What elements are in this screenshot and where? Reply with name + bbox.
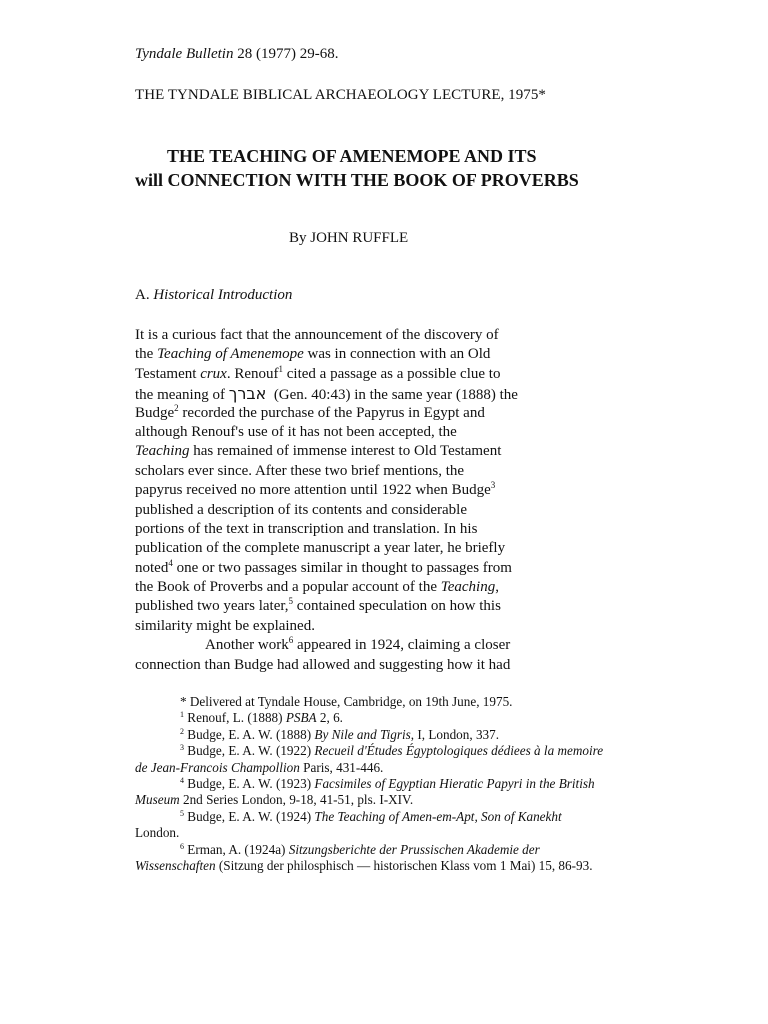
footnote-number: 1 (180, 710, 184, 720)
footnote-text: Renouf, L. (1888) (184, 710, 286, 726)
body-text: cited a passage as a possible clue to (283, 365, 501, 382)
footnote-italic: PSBA (285, 710, 317, 726)
body-line (135, 345, 575, 364)
body-text: has remained of immense interest to Old Testament (189, 443, 502, 460)
section-letter: A. (135, 287, 154, 303)
footnote-ref: 1 (278, 363, 284, 374)
body-text: was in connection with an Old (303, 346, 491, 363)
footnote-number: 3 (180, 743, 184, 753)
body-text: the meaning of (135, 387, 229, 404)
footnotes (135, 694, 635, 874)
footnote-ref: 2 (174, 402, 179, 413)
footnote-italic: Museum (135, 792, 180, 808)
body-line (135, 636, 575, 655)
footnote (135, 727, 635, 743)
footnote-text: , I, London, 337. (410, 726, 500, 742)
footnote (135, 842, 635, 858)
footnote (135, 694, 635, 710)
body-paragraphs (135, 326, 575, 675)
body-text: published a description of its contents and considerable (135, 501, 467, 518)
italic-text: Teaching (440, 579, 496, 596)
citation-details: 28 (1977) 29-68. (233, 46, 339, 62)
body-text: portions of the text in transcription and translation. In his (135, 520, 478, 537)
body-text: appeared in 1924, claiming a closer (293, 637, 511, 654)
body-text: Another work (205, 637, 289, 654)
body-text: It is a curious fact that the announcement of the discovery of (135, 327, 499, 343)
italic-text: crux (200, 365, 227, 382)
article-title-line-1: THE TEACHING OF AMENEMOPE AND ITS (167, 146, 537, 166)
body-text: Testament (135, 365, 201, 382)
body-line (135, 656, 575, 675)
body-text: one or two passages similar in thought to passages from (172, 559, 512, 576)
footnote-continuation (135, 760, 635, 776)
italic-text: Teaching (135, 443, 190, 460)
body-line (135, 539, 575, 558)
body-line (135, 326, 575, 345)
author-byline: By JOHN RUFFLE (289, 230, 409, 246)
footnote-italic: Facsimiles of Egyptian Hieratic Papyri in the British (314, 775, 595, 791)
body-text: . Renouf (226, 365, 279, 382)
body-line (135, 365, 575, 384)
footnote-number: 2 (180, 726, 184, 736)
body-text: similarity might be explained. (135, 617, 315, 634)
footnote-continuation (135, 858, 635, 874)
footnote-ref: 6 (288, 635, 294, 646)
journal-citation (135, 46, 338, 63)
body-text: noted (135, 559, 169, 576)
body-text: the (135, 346, 158, 363)
body-line (135, 384, 575, 403)
section-title: Historical Introduction (153, 287, 293, 303)
body-text: published two years later, (135, 598, 289, 615)
footnote-text: Paris, 431-446. (299, 759, 384, 775)
footnote-text: Budge, E. A. W. (1922) (184, 743, 315, 759)
italic-text: Teaching of Amenemope (157, 346, 304, 363)
footnote-number: 4 (180, 775, 184, 785)
body-text: Budge (135, 404, 175, 421)
body-text: (Gen. 40:43) in the same year (1888) the (266, 387, 518, 404)
footnote-text: (Sitzung der philosphisch — historischen Klass vom 1 Mai) 15, 86-93. (215, 857, 593, 873)
body-text: although Renouf's use of it has not been accepted, the (135, 423, 457, 440)
body-line (135, 597, 575, 616)
body-line (135, 423, 575, 442)
footnote-text: London. (135, 825, 180, 841)
footnote-text: Budge, E. A. W. (1888) (184, 726, 315, 742)
footnote-text: 2nd Series London, 9-18, 41-51, pls. I-XIV. (179, 792, 414, 808)
lecture-heading: THE TYNDALE BIBLICAL ARCHAEOLOGY LECTURE, 1975* (135, 87, 546, 103)
footnote-ref: 5 (288, 596, 294, 607)
footnote-ref: 4 (168, 557, 173, 568)
body-line (135, 462, 575, 481)
body-text: the Book of Proverbs and a popular account of the (135, 579, 441, 596)
footnote (135, 710, 635, 726)
footnote (135, 776, 635, 792)
footnote-text: Erman, A. (1924a) (184, 841, 289, 857)
body-line (135, 520, 575, 539)
footnote (135, 743, 635, 759)
journal-name: Tyndale Bulletin (135, 46, 234, 62)
footnote-text: Budge, E. A. W. (1924) (184, 808, 315, 824)
article-title-line-2: will CONNECTION WITH THE BOOK OF PROVERBS (135, 170, 579, 190)
footnote-text: Budge, E. A. W. (1923) (184, 775, 315, 791)
body-text: papyrus received no more attention until 1922 when Budge (135, 482, 491, 499)
footnote-italic: Recueil d'Études Égyptologiques dédiees à la memoire (314, 743, 604, 759)
footnote-italic: Sitzungsberichte der Prussischen Akademie der (288, 841, 540, 857)
footnote-continuation (135, 792, 635, 808)
footnote-italic: The Teaching of Amen-em-Apt, Son of Kanekht (314, 808, 562, 824)
footnote-number: 6 (180, 841, 184, 851)
section-heading (135, 287, 292, 304)
body-text: connection than Budge had allowed and suggesting how it had (135, 656, 511, 673)
footnote-continuation (135, 825, 635, 841)
hebrew-word: אברך (228, 384, 267, 404)
body-line (135, 617, 575, 636)
body-text: contained speculation on how this (293, 598, 501, 615)
footnote-text: * Delivered at Tyndale House, Cambridge, on 19th June, 1975. (180, 694, 513, 709)
body-line (135, 404, 575, 423)
body-text: , (495, 579, 499, 596)
footnote-italic: Wissenschaften (135, 857, 216, 873)
body-line (135, 442, 575, 461)
footnote-italic: By Nile and Tigris (314, 726, 411, 742)
body-text: scholars ever since. After these two brief mentions, the (135, 462, 465, 479)
body-line (135, 559, 575, 578)
body-text: publication of the complete manuscript a year later, he briefly (135, 540, 506, 557)
footnote-text: 2, 6. (316, 710, 343, 726)
footnote-number: 5 (180, 808, 184, 818)
body-line (135, 578, 575, 597)
footnote (135, 809, 635, 825)
footnote-ref: 3 (490, 480, 496, 491)
body-line (135, 481, 575, 500)
footnote-italic: de Jean-Francois Champollion (135, 759, 300, 775)
body-text: recorded the purchase of the Papyrus in Egypt and (178, 404, 485, 421)
body-line (135, 501, 575, 520)
